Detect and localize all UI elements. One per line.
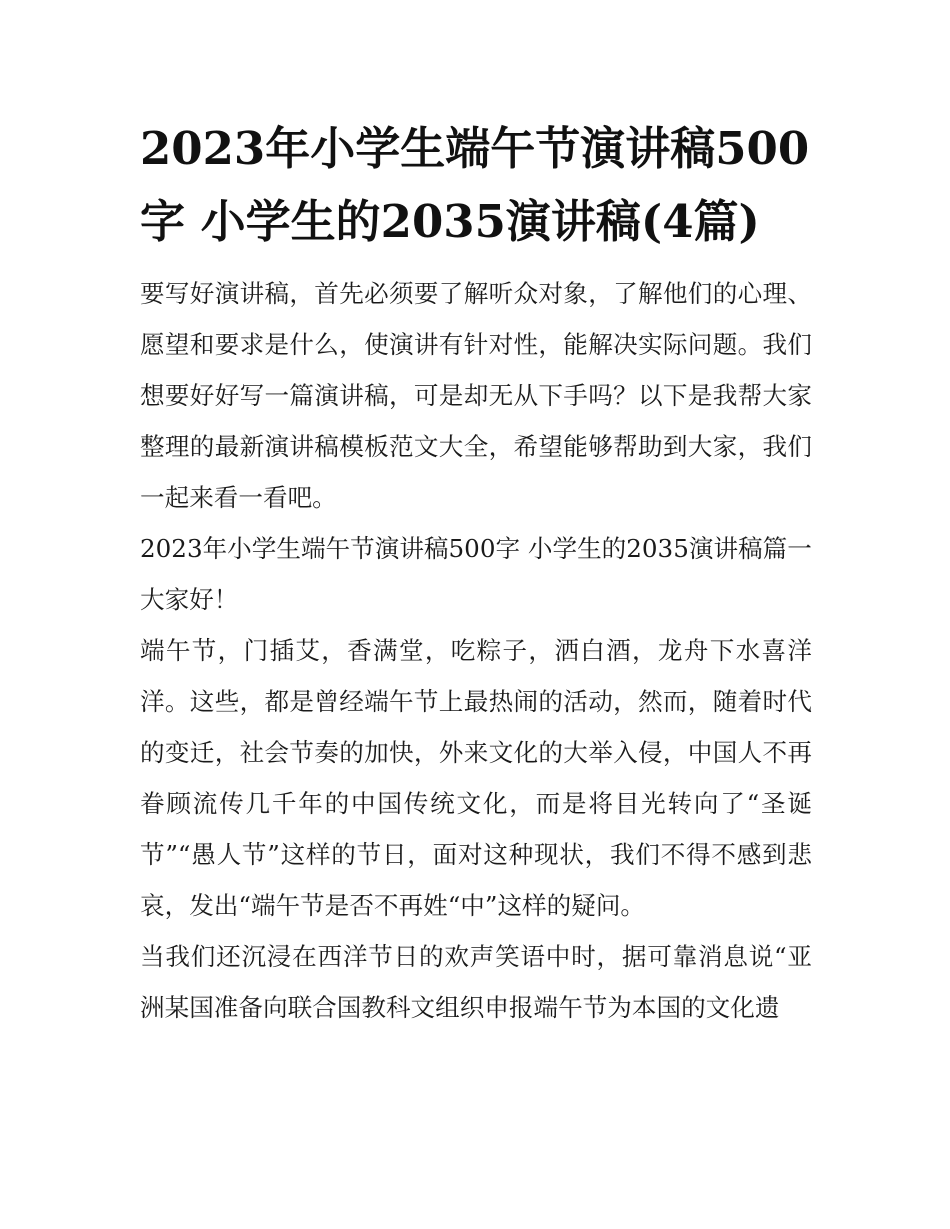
intro-paragraph: 要写好演讲稿，首先必须要了解听众对象，了解他们的心理、愿望和要求是什么，使演讲有针对性，能解决实际问题。我们想要好好写一篇演讲稿，可是却无从下手吗？以下是我帮大家整理的最新演讲稿模板范文大全，希望能够帮助到大家，我们一起来看一看吧。: [140, 279, 812, 512]
body-paragraph: 端午节，门插艾，香满堂，吃粽子，洒白酒，龙舟下水喜洋洋。这些，都是曾经端午节上最热闹的活动，然而，随着时代的变迁，社会节奏的加快，外来文化的大举入侵，中国人不再眷顾流传几千年的中国传统文化，而是将目光转向了“圣诞节”“愚人节”这样的节日，面对这种现状，我们不得不感到悲哀，发出“端午节是否不再姓“中”这样的疑问。: [140, 636, 812, 920]
greeting-paragraph: 大家好！: [140, 585, 239, 614]
document-body: [140, 112, 812, 1033]
section-heading: 2023年小学生端午节演讲稿500字 小学生的2035演讲稿篇一: [140, 534, 812, 563]
document-title: 2023年小学生端午节演讲稿500字 小学生的2035演讲稿(4篇): [140, 122, 810, 248]
body-paragraph: 当我们还沉浸在西洋节日的欢声笑语中时，据可靠消息说“亚洲某国准备向联合国教科文组织申报端午节为本国的文化遗: [140, 942, 812, 1022]
